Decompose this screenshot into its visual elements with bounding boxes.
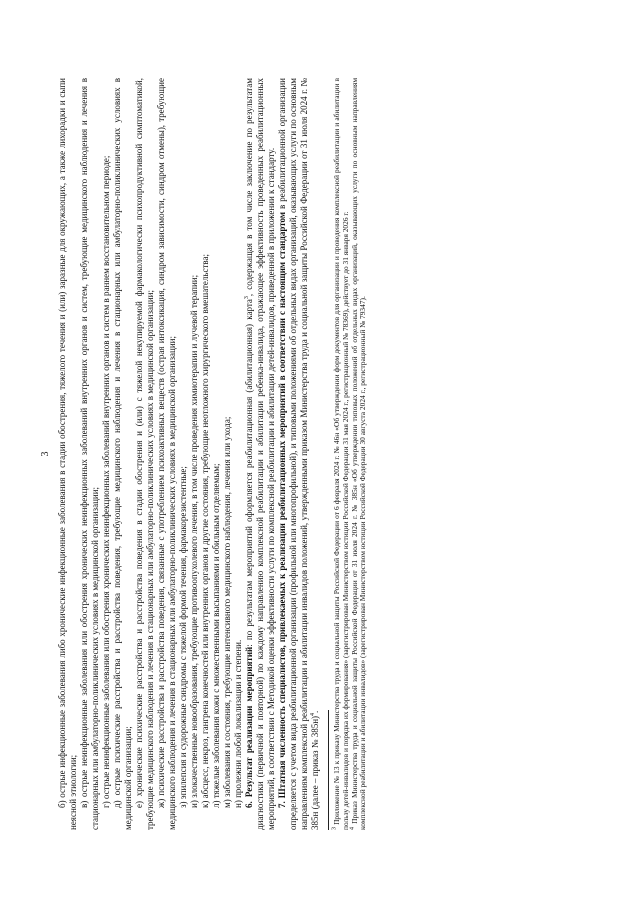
section-6-heading: 6. Результат реализации мероприятий: [244, 646, 254, 808]
section-6-text-before: : по результатам мероприятий оформляется реабилитационная (абилитационная) карта: [244, 299, 254, 647]
footnote-separator: [328, 710, 329, 830]
footnote-number: 3: [331, 827, 338, 830]
list-item: е) хронические психические расстройства и расстройства поведения в стадии обострения и (или) с тяжелой некупируемой фармакологически психопродуктивной симптоматикой, требующие медицинского наблюдения и лечения в стационарных или амбулаторно-поликлинических условиях в медицинской организации;: [134, 78, 155, 830]
list-item: д) острые психические расстройства и расстройства поведения, требующие медицинского наблюдения и лечения в стационарных или амбулаторно-поликлинических условиях в медицинской организации;: [112, 78, 133, 830]
section-7-heading: 7. Штатная численность специалистов, привлекаемых к реализации реабилитационных мероприятий в соответствии с настоящим стандартом: [277, 212, 287, 808]
list-item: л) тяжелые заболевания кожи с множественными высыпаниями и обильным отделяемым;: [211, 463, 221, 808]
list-item: в) острые неинфекционные заболевания или обострения хронических неинфекционных заболеваний внутренних органов и систем, требующие медицинского наблюдения и лечения в стационарных или амбулаторно-поликлинических условиях в медицинской организации;: [79, 78, 100, 830]
section-7-end: .: [310, 710, 320, 713]
section-6-paragraph: [244, 78, 277, 830]
list-item: ж) психические расстройства и расстройства поведения, связанные с употреблением психоактивных веществ (острая интоксикация, синдром зависимости, синдром отмены), требующие медицинского наблюдения и лечения в стационарных или амбулаторно-поликлинических условиях в медицинской организации;: [156, 78, 177, 830]
footnote-4: [351, 78, 369, 830]
list-item: б) острые инфекционные заболевания либо хронические инфекционные заболевания в стадии обострения, тяжелого течения и (или) заразные для окружающих, а также лихорадки и сыпи неясной этиологии;: [57, 78, 78, 830]
footnote-ref-4[interactable]: 4: [310, 712, 316, 716]
section-7-paragraph: [277, 78, 321, 830]
list-item: м) заболевания и состояния, требующие интенсивного медицинского наблюдения, лечения или ухода;: [222, 416, 232, 808]
footnotes: [333, 78, 368, 830]
document-body: [57, 78, 321, 830]
footnote-text: Приказ Министерства труда и социальной защиты Российской Федерации от 31 июля 2024 г. № 385н «Об утверждении типовых положений об отдельных видах организаций, оказывающих услуги по основным направлениям комплексной реабилитации и абилитации инвалидов» (зарегистрирован Министерством юстиции Российской Федерации 30 августа 2024 г., регистрационный № 79347).: [349, 78, 368, 830]
section-7-text: в реабилитационной организации определяется с учетом вида реабилитационной организации (профильной или многопрофильной), и типовыми положениями об отдельных видах организаций, оказывающих услуги по основным направлениям комплексной реабилитации и абилитации инвалидов положений, утвержденными приказом Министерства труда и социальной защиты Российской Федерации от 31 июля 2024 г. № 385н (далее – приказ № 385н): [277, 78, 320, 830]
footnote-text: Приложение № 13 к приказу Министерства труда и социальной защиты Российской Федерации от 6 февраля 2024 г. № 46н «Об утверждении форм документов для организации и проведения комплексной реабилитации и абилитации в пользу детей-инвалидов и порядка их формирования» (зарегистрирован Министерством юстиции Российской Федерации 31 мая 2024 г., регистрационный № 78369), действует до 31 января 2026 г.: [332, 78, 350, 830]
footnote-ref-3[interactable]: 3: [244, 296, 250, 300]
page-number: 3: [40, 451, 51, 457]
list-item: к) абсцесс, некроз, гангрена конечностей или внутренних органов и другие состояния, требующие неотложного хирургического вмешательства;: [200, 253, 210, 808]
list-item: н) пролежни любой локализации и степени.: [233, 639, 243, 808]
footnote-3: [333, 78, 351, 830]
footnote-number: 4: [349, 827, 356, 830]
list-item: з) эпилепсия и судорожные синдромы с тяжелой формой течения, фармакорезистентные;: [178, 466, 188, 808]
list-item: г) острые неинфекционные заболевания или обострения хронических неинфекционных заболеваний внутренних органов и систем в раннем восстановительном периоде;: [101, 155, 111, 808]
section-6-text-after: , содержащая в том числе заключение по результатам диагностики (первичной и повторной) по каждому направлению комплексной реабилитации и абилитации ребенка-инвалида, отражающее эффективность проведенных реабилитационных мероприятий, в соответствии с Методикой оценки эффективности услуги по комплексной реабилитации и абилитации детей-инвалидов, приведенной в приложении к стандарту.: [244, 78, 276, 830]
list-item: и) злокачественные новообразования, требующие противоопухолевого лечения, в том числе проведения химиотерапии и лучевой терапии;: [189, 274, 199, 808]
